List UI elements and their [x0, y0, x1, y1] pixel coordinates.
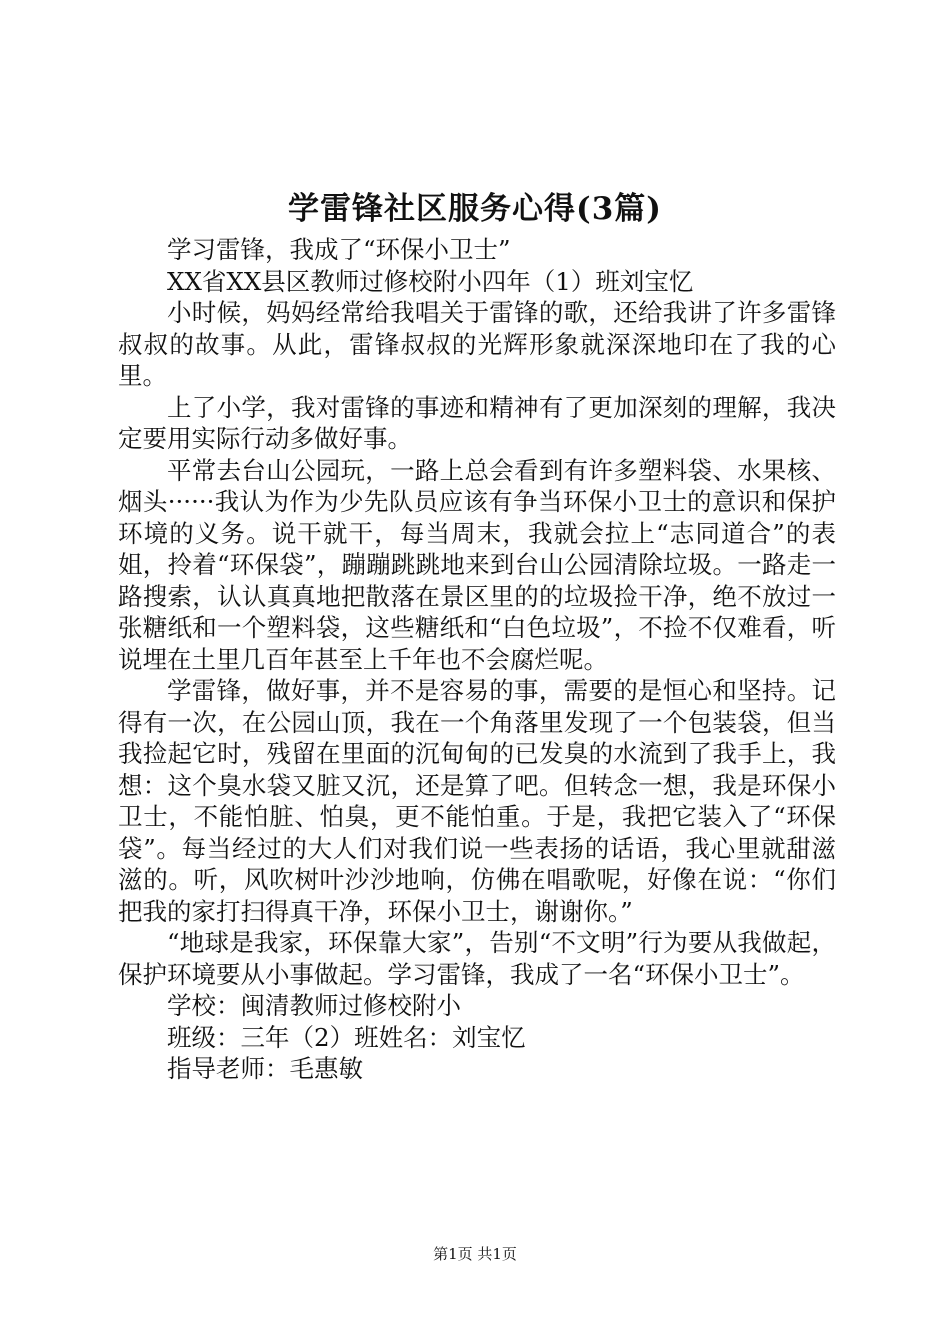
paragraph: 小时候，妈妈经常给我唱关于雷锋的歌，还给我讲了许多雷锋叔叔的故事。从此，雷锋叔叔的光辉形象就深深地印在了我的心里。 — [118, 298, 836, 390]
paragraph: 学雷锋，做好事，并不是容易的事，需要的是恒心和坚持。记得有一次，在公园山顶，我在一个角落里发现了一个包装袋，但当我捡起它时，残留在里面的沉甸甸的已发臭的水流到了我手上，我想：这个臭水袋又脏又沉，还是算了吧。但转念一想，我是环保小卫士，不能怕脏、怕臭，更不能怕重。于是，我把它装入了“环保袋”。每当经过的大人们对我们说一些表扬的话语，我心里就甜滋滋的。听，风吹树叶沙沙地响，仿佛在唱歌呢，好像在说：“你们把我的家打扫得真干净，环保小卫士，谢谢你。” — [118, 676, 836, 926]
class-name-line: 班级：三年（2）班姓名：刘宝忆 — [167, 1022, 526, 1052]
document-body — [118, 234, 836, 1085]
paragraph-subtitle: 学习雷锋，我成了“环保小卫士” — [167, 235, 511, 264]
document-title: 学雷锋社区服务心得(3篇) — [288, 191, 662, 227]
page-footer: 第1页 共1页 — [433, 1245, 517, 1263]
school-line: 学校：闽清教师过修校附小 — [167, 991, 461, 1020]
paragraph-author-line: XX省XX县区教师过修校附小四年（1）班刘宝忆 — [167, 266, 694, 296]
teacher-line: 指导老师：毛惠敏 — [167, 1054, 363, 1083]
paragraph: 上了小学，我对雷锋的事迹和精神有了更加深刻的理解，我决定要用实际行动多做好事。 — [118, 392, 836, 453]
paragraph: “地球是我家，环保靠大家”，告别“不文明”行为要从我做起，保护环境要从小事做起。学习雷锋，我成了一名“环保小卫士”。 — [118, 928, 836, 989]
paragraph: 平常去台山公园玩，一路上总会看到有许多塑料袋、水果核、烟头······我认为作为少先队员应该有争当环保小卫士的意识和保护环境的义务。说干就干，每当周末，我就会拉上“志同道合”的表姐，拎着“环保袋”，蹦蹦跳跳地来到台山公园清除垃圾。一路走一路搜索，认认真真地把散落在景区里的的垃圾捡干净，绝不放过一张糖纸和一个塑料袋，这些糖纸和“白色垃圾”，不捡不仅难看，听说埋在土里几百年甚至上千年也不会腐烂呢。 — [118, 455, 836, 674]
